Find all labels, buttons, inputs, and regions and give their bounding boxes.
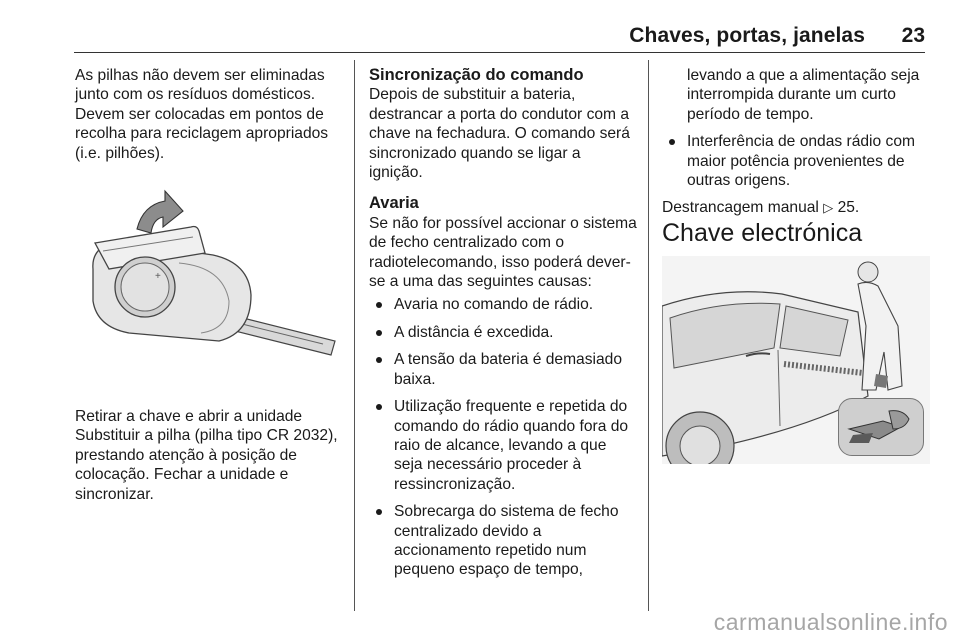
keyless-car-illustration — [662, 256, 930, 464]
bullet-dot-icon — [669, 139, 675, 145]
column-divider-left — [354, 60, 355, 611]
heading-fault: Avaria — [369, 194, 419, 213]
fault-causes-list — [369, 295, 637, 579]
list-item: Interferência de ondas rádio com maior potência provenientes de outras origens. — [662, 132, 930, 190]
bullet-dot-icon — [376, 302, 382, 308]
sync-paragraph: Depois de substituir a bateria, destrancar a porta do condutor com a chave na fechadura. O comando será sincronizado quando se ligar a ignição. — [369, 86, 630, 182]
column-right — [662, 66, 930, 464]
battery-disposal-paragraph: As pilhas não devem ser eliminadas junto com os resíduos domésticos. Devem ser colocadas em pontos de recolha para reciclagem apropriados (i.e. pilhões). — [75, 67, 329, 162]
list-item: A distância é excedida. — [369, 323, 637, 342]
replace-battery-paragraph: Retirar a chave e abrir a unidade Substituir a pilha (pilha tipo CR 2032), prestando atenção à posição de colocação. Fechar a unidade e sincronizar. — [75, 408, 338, 503]
fault-paragraph: Se não for possível accionar o sistema de fecho centralizado com o radiotelecomando, isso poderá dever-se a uma das seguintes causas: — [369, 214, 637, 291]
page-number: 23 — [901, 24, 925, 47]
header-divider — [74, 52, 925, 53]
heading-sync: Sincronização do comando — [369, 66, 584, 84]
bullet-dot-icon — [376, 330, 382, 336]
reference-arrow-icon: ▷ — [823, 200, 834, 216]
running-header-title: Chaves, portas, janelas — [629, 24, 865, 47]
fault-causes-list-continued — [662, 66, 930, 190]
svg-text:+: + — [155, 271, 161, 283]
column-left — [75, 66, 343, 504]
column-divider-right — [648, 60, 649, 611]
list-item: Avaria no comando de rádio. — [369, 295, 637, 314]
list-item: A tensão da bateria é demasiado baixa. — [369, 350, 637, 389]
section-heading-electronic-key: Chave electrónica — [662, 218, 863, 247]
list-item: Utilização frequente e repetida do comando do rádio quando fora do raio de alcance, levando a que seja necessário proceder à ressincronização. — [369, 397, 637, 494]
bullet-dot-icon — [376, 509, 382, 515]
list-item-continuation: levando a que a alimentação seja interrompida durante um curto período de tempo. — [687, 67, 920, 123]
key-fob-inset — [838, 398, 924, 456]
cross-reference[interactable]: Destrancagem manual ▷ 25. — [662, 199, 860, 217]
key-battery-illustration — [73, 183, 341, 389]
watermark: carmanualsonline.info — [713, 609, 948, 635]
bullet-dot-icon — [376, 357, 382, 363]
column-middle — [369, 66, 637, 588]
list-item: Sobrecarga do sistema de fecho centralizado devido a accionamento repetido num pequeno espaço de tempo, — [369, 502, 637, 580]
bullet-dot-icon — [376, 404, 382, 410]
